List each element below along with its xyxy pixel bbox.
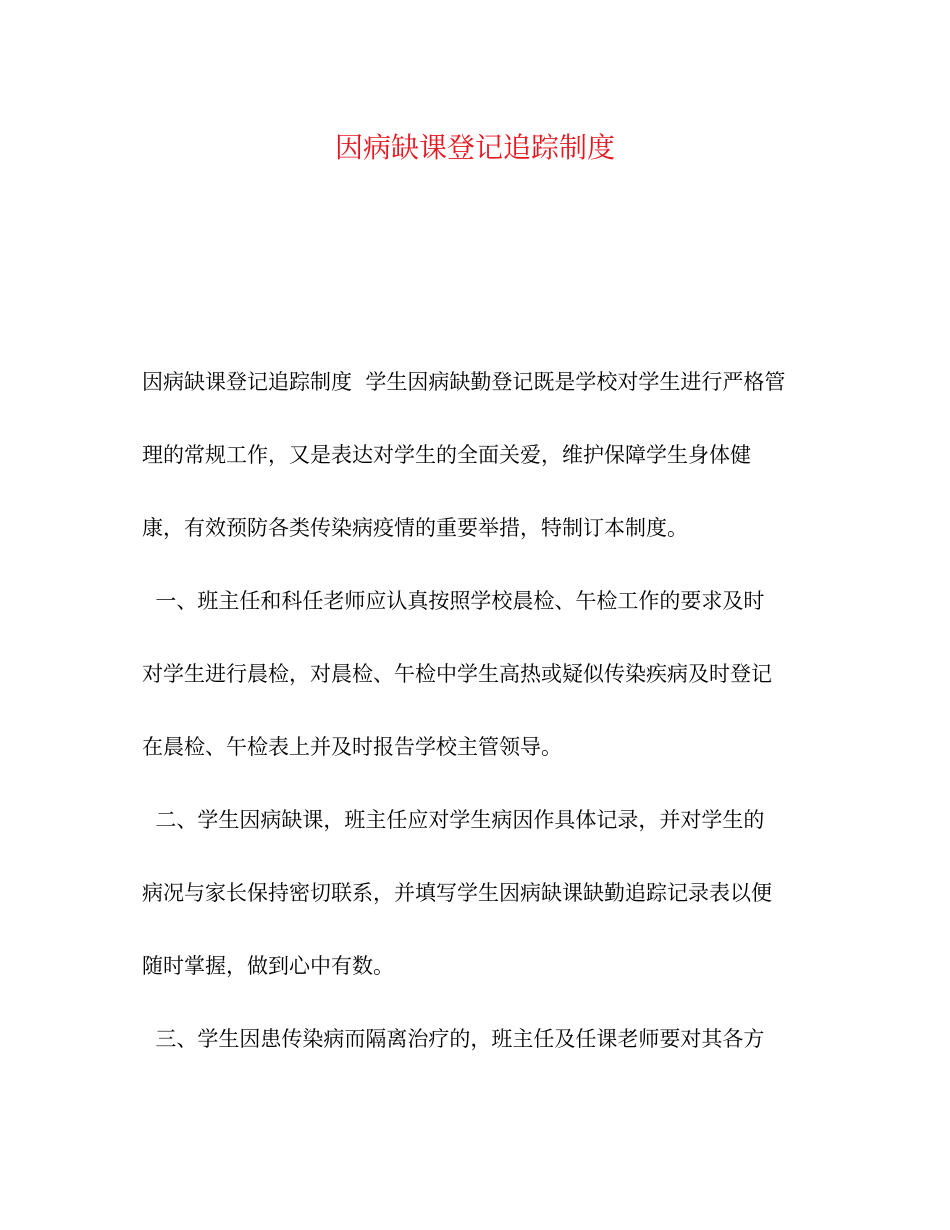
body-line: 一、班主任和科任老师应认真按照学校晨检、午检工作的要求及时 [142,589,765,613]
body-line: 康，有效预防各类传染病疫情的重要举措，特制订本制度。 [142,516,688,540]
body-line: 因病缺课登记追踪制度 学生因病缺勤登记既是学校对学生进行严格管 [142,370,786,394]
document-body [142,358,807,1088]
body-line: 病况与家长保持密切联系，并填写学生因病缺课缺勤追踪记录表以便 [142,881,772,905]
body-line: 随时掌握，做到心中有数。 [142,954,394,978]
body-line: 理的常规工作，又是表达对学生的全面关爱，维护保障学生身体健 [142,443,751,467]
document-title: 因病缺课登记追踪制度 [334,131,615,164]
body-line: 二、学生因病缺课，班主任应对学生病因作具体记录，并对学生的 [142,808,765,832]
body-line: 对学生进行晨检，对晨检、午检中学生高热或疑似传染疾病及时登记 [142,662,772,686]
body-line: 三、学生因患传染病而隔离治疗的，班主任及任课老师要对其各方 [142,1027,765,1051]
body-line: 在晨检、午检表上并及时报告学校主管领导。 [142,735,562,759]
